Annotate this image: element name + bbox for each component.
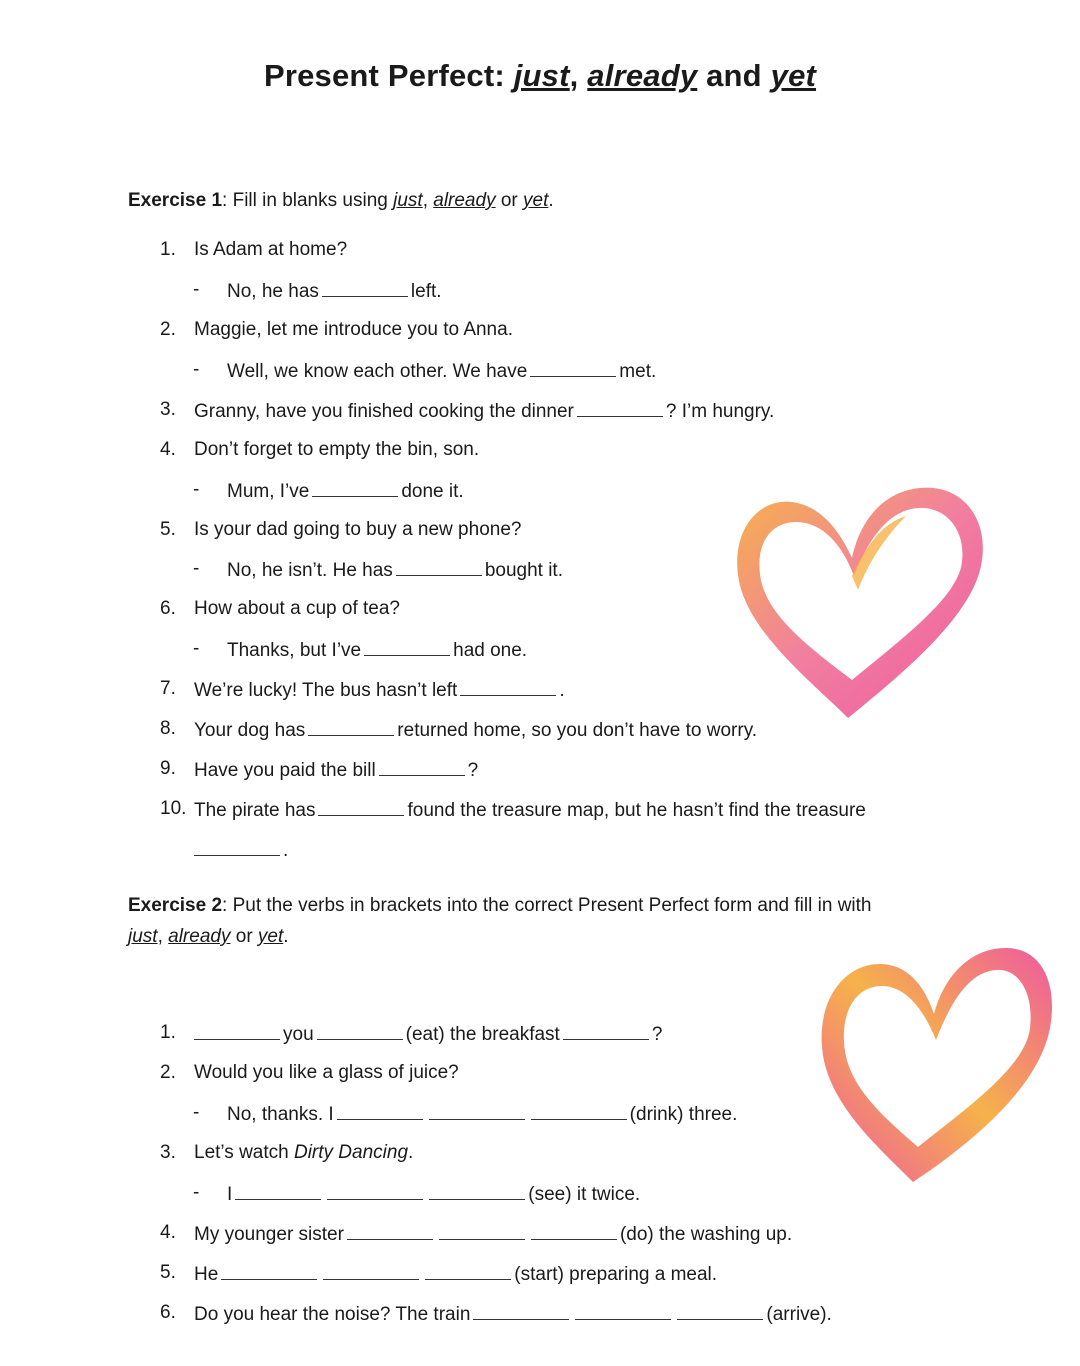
item-text: (do) the washing up. [619, 1224, 793, 1245]
item-text: (eat) the breakfast [405, 1024, 560, 1045]
item-text: had one. [453, 640, 528, 661]
keyword: already [433, 190, 496, 211]
item-number: 6. [160, 1302, 176, 1323]
answer-blank[interactable] [347, 1221, 433, 1240]
item-text: (arrive). [766, 1304, 832, 1325]
separator: , [422, 190, 434, 211]
punctuation: . [548, 190, 554, 211]
answer-blank[interactable] [439, 1221, 525, 1240]
item-text: left. [410, 281, 442, 302]
answer-blank[interactable] [531, 1101, 627, 1120]
item-text: Granny, have you finished cooking the dinner [194, 401, 574, 422]
item-text: He [194, 1264, 219, 1285]
item-text: Have you paid the bill [194, 760, 376, 781]
answer-blank[interactable] [530, 358, 616, 377]
item-text: Maggie, let me introduce you to Anna. [194, 319, 513, 340]
answer-blank[interactable] [235, 1181, 321, 1200]
answer-blank[interactable] [379, 757, 465, 776]
answer-blank[interactable] [473, 1301, 569, 1320]
item-text: Is your dad going to buy a new phone? [194, 519, 522, 540]
dash: - [193, 359, 200, 380]
item-text: found the treasure map, but he hasn’t find the treasure [407, 800, 866, 821]
item-text: Do you hear the noise? The train [194, 1304, 471, 1325]
dash: - [193, 1182, 200, 1203]
item-number: 4. [160, 1222, 176, 1243]
item-number: 10. [160, 798, 187, 819]
exercise-1-heading [128, 189, 554, 213]
item-number: 5. [160, 519, 176, 540]
answer-blank[interactable] [323, 1261, 419, 1280]
exercise-label: Exercise 1 [128, 190, 223, 211]
exercise-2-heading-continued [128, 925, 289, 949]
dash: - [193, 479, 200, 500]
item-number: 1. [160, 239, 176, 260]
item-number: 3. [160, 1142, 176, 1163]
title-text: Present Perfect: [263, 58, 514, 93]
separator: or [230, 926, 258, 947]
answer-blank[interactable] [563, 1021, 649, 1040]
item-text: Thanks, but I’ve [227, 640, 362, 661]
title-word-already: already [587, 58, 698, 93]
item-text: done it. [401, 481, 464, 502]
item-text: Mum, I’ve [227, 481, 310, 502]
item-text: Let’s watch [194, 1142, 294, 1163]
item-text: (see) it twice. [528, 1184, 641, 1205]
punctuation: . [283, 840, 289, 861]
item-number: 3. [160, 399, 176, 420]
title-word-just: just [513, 58, 570, 93]
keyword: just [128, 926, 158, 947]
item-text: Well, we know each other. We have [227, 361, 528, 382]
separator: or [495, 190, 524, 211]
exercise-label: Exercise 2 [128, 895, 223, 916]
exercise-2-heading [128, 894, 871, 918]
keyword: already [168, 926, 231, 947]
item-text: ? [467, 760, 479, 781]
item-number: 4. [160, 439, 176, 460]
item-text: My younger sister [194, 1224, 344, 1245]
punctuation: . [408, 1142, 414, 1163]
heart-decoration [730, 480, 990, 725]
item-number: 8. [160, 718, 176, 739]
instruction-text: : Fill in blanks using [222, 190, 394, 211]
item-text: No, he has [227, 281, 319, 302]
answer-blank[interactable] [194, 837, 280, 856]
heart-decoration [818, 942, 1058, 1187]
item-text: (drink) three. [629, 1104, 738, 1125]
item-number: 2. [160, 1062, 176, 1083]
item-number: 6. [160, 598, 176, 619]
item-text: bought it. [484, 560, 563, 581]
dash: - [193, 1102, 200, 1123]
answer-blank[interactable] [429, 1181, 525, 1200]
film-title: Dirty Dancing [293, 1142, 409, 1163]
answer-blank[interactable] [425, 1261, 511, 1280]
answer-blank[interactable] [577, 398, 663, 417]
dash: - [193, 558, 200, 579]
answer-blank[interactable] [531, 1221, 617, 1240]
answer-blank[interactable] [322, 278, 408, 297]
item-text: Don’t forget to empty the bin, son. [194, 439, 480, 460]
instruction-text: : Put the verbs in brackets into the correct Present Perfect form and fill in with [222, 895, 872, 916]
item-number: 7. [160, 678, 176, 699]
answer-blank[interactable] [327, 1181, 423, 1200]
answer-blank[interactable] [677, 1301, 763, 1320]
answer-blank[interactable] [575, 1301, 671, 1320]
item-text: you [283, 1024, 314, 1045]
answer-blank[interactable] [317, 1021, 403, 1040]
answer-blank[interactable] [194, 1021, 280, 1040]
answer-blank[interactable] [308, 717, 394, 736]
punctuation: . [283, 926, 289, 947]
item-text: returned home, so you don’t have to worry. [397, 720, 758, 741]
item-number: 1. [160, 1022, 176, 1043]
item-text: . [559, 680, 565, 701]
item-text: The pirate has [194, 800, 316, 821]
keyword: just [393, 190, 423, 211]
answer-blank[interactable] [221, 1261, 317, 1280]
dash: - [193, 279, 200, 300]
item-number: 2. [160, 319, 176, 340]
item-text: No, thanks. I [227, 1104, 334, 1125]
answer-blank[interactable] [312, 478, 398, 497]
answer-blank[interactable] [429, 1101, 525, 1120]
keyword: yet [257, 926, 284, 947]
title-separator: , [569, 58, 588, 93]
dash: - [193, 638, 200, 659]
keyword: yet [523, 190, 549, 211]
item-number: 5. [160, 1262, 176, 1283]
item-text: We’re lucky! The bus hasn’t left [194, 680, 458, 701]
item-text: Would you like a glass of juice? [194, 1062, 459, 1083]
item-text: I [227, 1184, 233, 1205]
item-text: ? [651, 1024, 663, 1045]
answer-blank[interactable] [318, 797, 404, 816]
title-separator: and [697, 58, 771, 93]
item-text: Your dog has [194, 720, 306, 741]
item-number: 9. [160, 758, 176, 779]
separator: , [157, 926, 169, 947]
item-text: met. [619, 361, 657, 382]
answer-blank[interactable] [337, 1101, 423, 1120]
answer-blank[interactable] [396, 557, 482, 576]
answer-blank[interactable] [460, 677, 556, 696]
item-text: No, he isn’t. He has [227, 560, 393, 581]
item-text: How about a cup of tea? [194, 598, 400, 619]
title-word-yet: yet [770, 58, 817, 93]
page-title [0, 58, 1080, 94]
item-text: ? I’m hungry. [665, 401, 775, 422]
item-text: (start) preparing a meal. [514, 1264, 718, 1285]
item-text: Is Adam at home? [194, 239, 348, 260]
answer-blank[interactable] [364, 637, 450, 656]
